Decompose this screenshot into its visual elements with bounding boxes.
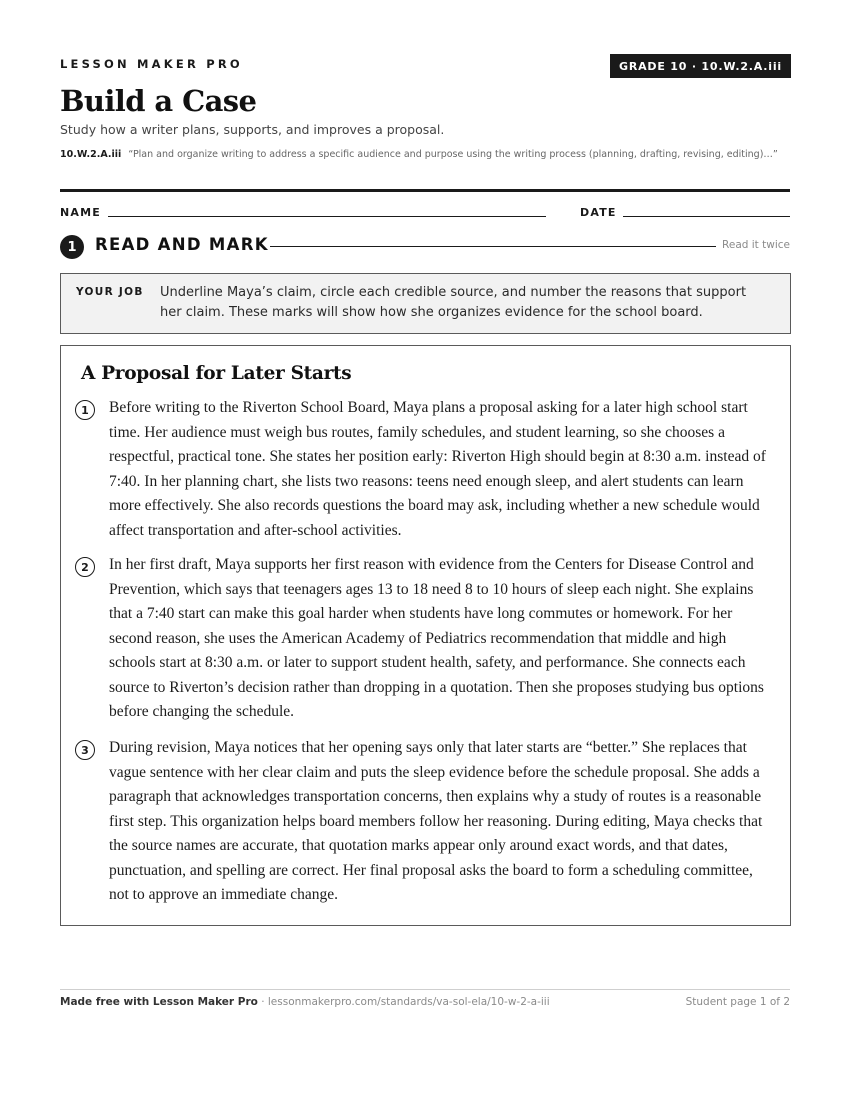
- section-number-badge: 1: [60, 235, 84, 259]
- instructions-box: [60, 273, 791, 334]
- footer-credit: [60, 996, 550, 1008]
- page-number: Student page 1 of 2: [685, 996, 790, 1008]
- page-subtitle: Study how a writer plans, supports, and improves a proposal.: [60, 122, 445, 137]
- instructions-text: Underline Maya’s claim, circle each credible source, and number the reasons that support her claim. These marks will show how she organizes evidence for the school board.: [160, 285, 747, 320]
- section-title: READ AND MARK: [95, 235, 269, 254]
- name-label: NAME: [60, 206, 101, 219]
- reading-passage: [60, 345, 791, 926]
- paragraph-text-3: During revision, Maya notices that her opening says only that later starts are “better.” She replaces that vague sentence with her clear claim and puts the sleep evidence before the schedule proposal. She adds a paragraph that acknowledges transportation concerns, then explains why a study of routes is a reasonable first step. This organization helps board members follow her reasoning. During editing, Maya checks that the source names are accurate, that quotation marks appear only around exact words, and that dates, punctuation, and spelling are correct. Her final proposal asks the board to form a scheduling committee, not to approve an immediate change.: [109, 739, 763, 903]
- paragraph-text-2: In her first draft, Maya supports her first reason with evidence from the Centers for Disease Control and Prevention, which says that teenagers ages 13 to 18 need 8 to 10 hours of sleep each night. She explains that a 7:40 start can make this goal harder when students have long commutes or homework. For her second reason, she uses the American Academy of Pediatrics recommendation that middle and high schools start at 8:30 a.m. or later to support student health, safety, and performance. She connects each source to Riverton’s decision rather than dropping in a quotation. Then she proposes studying bus options before changing the schedule.: [109, 556, 764, 720]
- date-field[interactable]: [623, 216, 790, 217]
- standard-code: 10.W.2.A.iii: [60, 149, 122, 160]
- name-field[interactable]: [108, 216, 546, 217]
- page-title: Build a Case: [60, 84, 257, 118]
- header-divider: [60, 189, 790, 192]
- footer-divider: [60, 989, 790, 990]
- paragraph-text-1: Before writing to the Riverton School Board, Maya plans a proposal asking for a later high school start time. Her audience must weigh bus routes, family schedules, and student learning, so she chooses a respectful, practical tone. She states her position early: Riverton High should begin at 8:30 a.m. instead of 7:40. In her planning chart, she lists two reasons: teens need enough sleep, and alert students can learn more effectively. She also records questions the board may ask, including whether a new schedule would affect transportation and after-school activities.: [109, 399, 766, 539]
- section-note: Read it twice: [722, 239, 790, 251]
- paragraph-number-1: 1: [75, 400, 95, 420]
- footer-url[interactable]: · lessonmakerpro.com/standards/va-sol-ela/10-w-2-a-iii: [257, 996, 550, 1008]
- instructions-label: YOUR JOB: [76, 286, 144, 298]
- paragraph-number-3: 3: [75, 740, 95, 760]
- standard-text: “Plan and organize writing to address a specific audience and purpose using the writing process (planning, drafting, revising, editing)…”: [128, 149, 778, 160]
- grade-badge: GRADE 10 · 10.W.2.A.iii: [610, 54, 791, 78]
- brand-name: LESSON MAKER PRO: [60, 57, 243, 71]
- paragraph-number-2: 2: [75, 557, 95, 577]
- standard-description: [60, 147, 790, 163]
- passage-title: A Proposal for Later Starts: [81, 363, 352, 384]
- date-label: DATE: [580, 206, 617, 219]
- footer-made-with: Made free with Lesson Maker Pro: [60, 996, 258, 1008]
- section-divider: [270, 246, 716, 247]
